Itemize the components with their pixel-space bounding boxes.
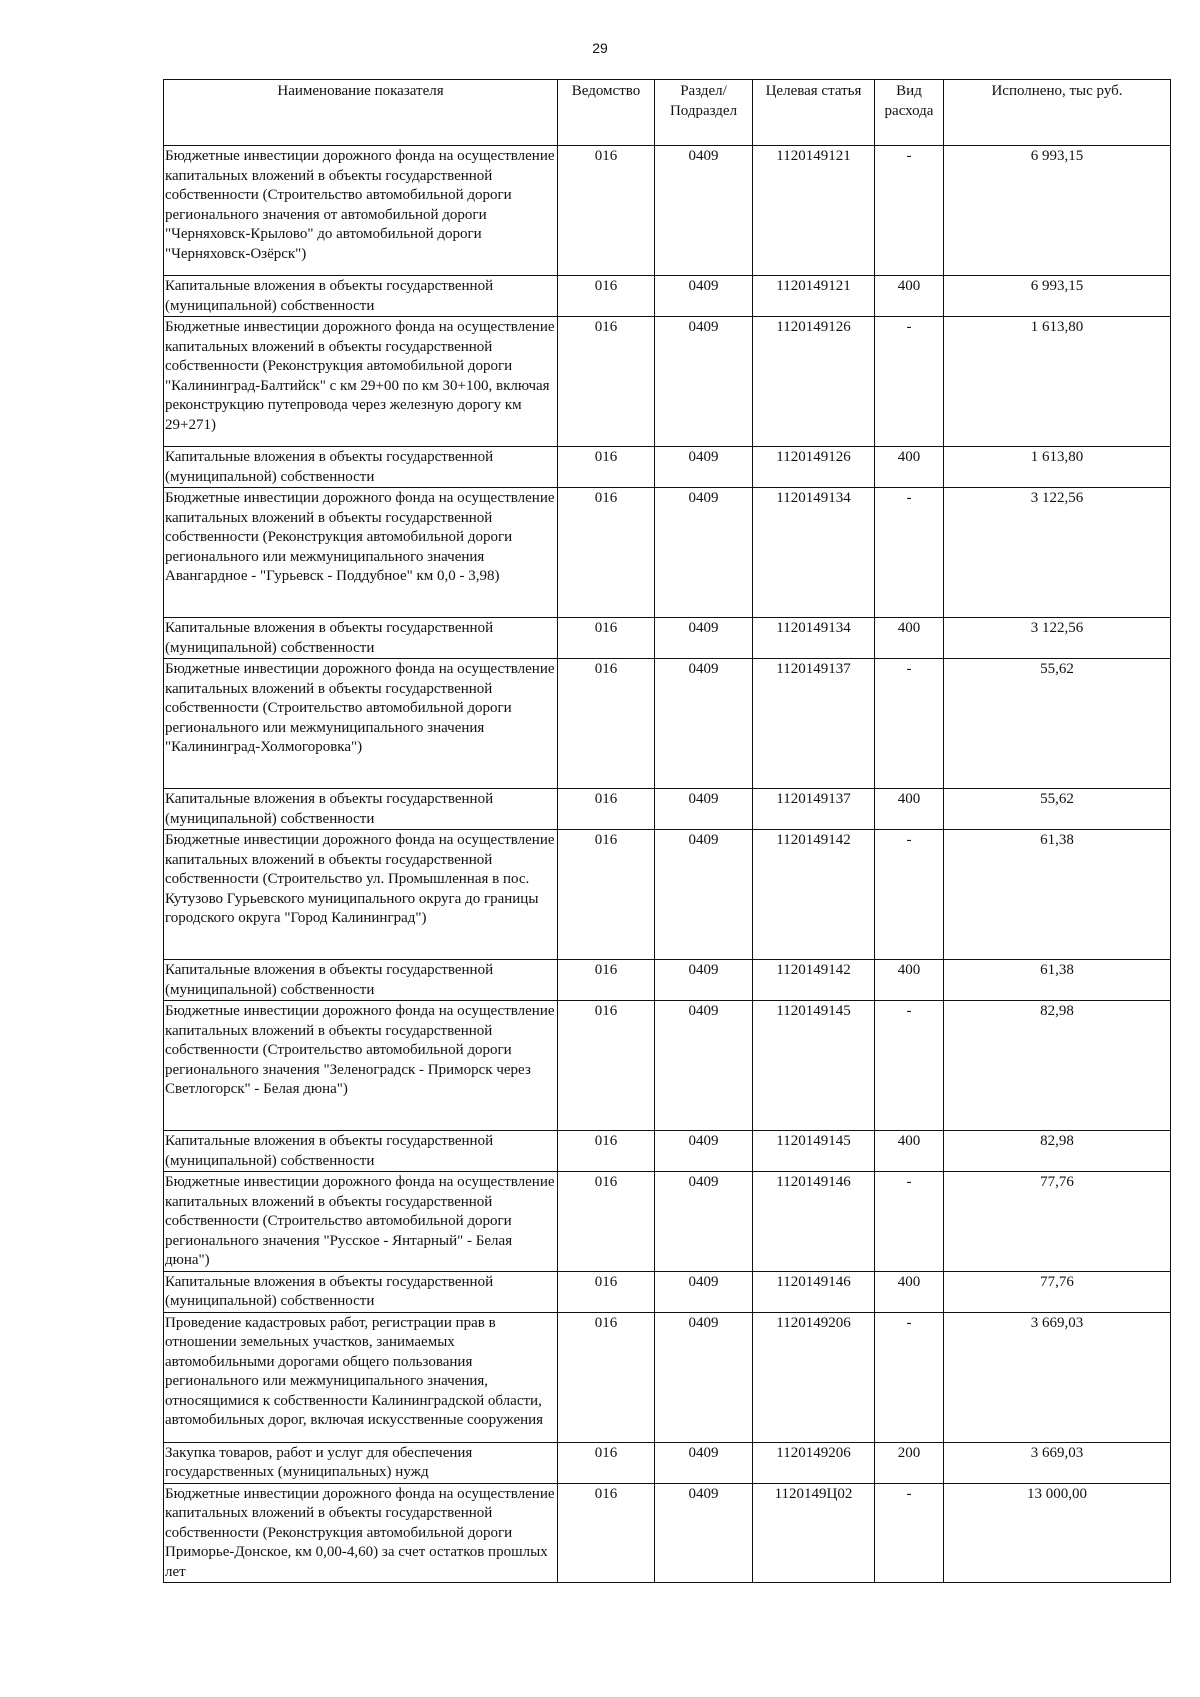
cell-name: Бюджетные инвестиции дорожного фонда на осуществление капитальных вложений в объекты государственной собственности (Реконструкция автомобильной дороги регионального или межмуниципального значения Авангардное - "Гурьевск - Поддубное" км 0,0 - 3,98): [164, 488, 558, 618]
cell-amount: 55,62: [944, 789, 1171, 830]
cell-dept: 016: [558, 276, 655, 317]
cell-dept: 016: [558, 960, 655, 1001]
cell-article: 1120149146: [753, 1271, 875, 1312]
cell-dept: 016: [558, 1001, 655, 1131]
cell-dept: 016: [558, 1172, 655, 1272]
cell-dept: 016: [558, 317, 655, 447]
cell-name: Бюджетные инвестиции дорожного фонда на осуществление капитальных вложений в объекты государственной собственности (Реконструкция автомобильной дороги Приморье-Донское, км 0,00-4,60) за счет остатков прошлых лет: [164, 1483, 558, 1583]
cell-section: 0409: [655, 276, 753, 317]
cell-article: 1120149126: [753, 317, 875, 447]
cell-name: Капитальные вложения в объекты государственной (муниципальной) собственности: [164, 447, 558, 488]
header-type-line2: расхода: [884, 102, 934, 119]
cell-dept: 016: [558, 488, 655, 618]
cell-section: 0409: [655, 659, 753, 789]
cell-amount: 77,76: [944, 1172, 1171, 1272]
table-row: [164, 830, 1171, 960]
table-row: [164, 317, 1171, 447]
cell-type: -: [875, 1001, 944, 1131]
cell-article: 1120149137: [753, 789, 875, 830]
table-header: [164, 80, 1171, 146]
cell-type: -: [875, 1172, 944, 1272]
cell-section: 0409: [655, 1131, 753, 1172]
cell-type: -: [875, 146, 944, 276]
table-row: [164, 789, 1171, 830]
cell-article: 1120149206: [753, 1442, 875, 1483]
cell-article: 1120149142: [753, 830, 875, 960]
cell-dept: 016: [558, 830, 655, 960]
table-row: [164, 1442, 1171, 1483]
cell-section: 0409: [655, 1483, 753, 1583]
cell-article: 1120149126: [753, 447, 875, 488]
cell-type: 400: [875, 618, 944, 659]
cell-type: 400: [875, 447, 944, 488]
cell-amount: 55,62: [944, 659, 1171, 789]
cell-name: Капитальные вложения в объекты государственной (муниципальной) собственности: [164, 276, 558, 317]
cell-section: 0409: [655, 1312, 753, 1442]
cell-name: Бюджетные инвестиции дорожного фонда на осуществление капитальных вложений в объекты государственной собственности (Строительство автомобильной дороги регионального значения "Русское - Янтарный" - Белая дюна"): [164, 1172, 558, 1272]
cell-dept: 016: [558, 1131, 655, 1172]
cell-article: 1120149121: [753, 146, 875, 276]
cell-amount: 6 993,15: [944, 276, 1171, 317]
cell-amount: 61,38: [944, 830, 1171, 960]
cell-type: 400: [875, 276, 944, 317]
cell-article: 1120149145: [753, 1001, 875, 1131]
cell-amount: 82,98: [944, 1001, 1171, 1131]
cell-name: Бюджетные инвестиции дорожного фонда на осуществление капитальных вложений в объекты государственной собственности (Строительство автомобильной дороги регионального или межмуниципального значения "Калининград-Холмогоровка"): [164, 659, 558, 789]
cell-amount: 77,76: [944, 1271, 1171, 1312]
header-name: Наименование показателя: [164, 80, 558, 146]
cell-section: 0409: [655, 1442, 753, 1483]
cell-section: 0409: [655, 789, 753, 830]
cell-name: Капитальные вложения в объекты государственной (муниципальной) собственности: [164, 1131, 558, 1172]
cell-type: 400: [875, 1271, 944, 1312]
budget-table: [163, 79, 1171, 1583]
cell-type: -: [875, 1483, 944, 1583]
cell-section: 0409: [655, 830, 753, 960]
header-article: Целевая статья: [753, 80, 875, 146]
cell-type: -: [875, 488, 944, 618]
cell-section: 0409: [655, 317, 753, 447]
header-section-line1: Раздел/: [680, 83, 727, 99]
cell-dept: 016: [558, 1442, 655, 1483]
cell-name: Бюджетные инвестиции дорожного фонда на осуществление капитальных вложений в объекты государственной собственности (Строительство ул. Промышленная в пос. Кутузово Гурьевского муниципального округа до границы городского округа "Город Калининград"): [164, 830, 558, 960]
cell-name: Бюджетные инвестиции дорожного фонда на осуществление капитальных вложений в объекты государственной собственности (Строительство автомобильной дороги регионального значения от автомобильной дороги "Черняховск-Крылово" до автомобильной дороги "Черняховск-Озёрск"): [164, 146, 558, 276]
header-dept: Ведомство: [558, 80, 655, 146]
cell-article: 1120149Ц02: [753, 1483, 875, 1583]
cell-dept: 016: [558, 1312, 655, 1442]
cell-section: 0409: [655, 146, 753, 276]
table-row: [164, 276, 1171, 317]
cell-name: Бюджетные инвестиции дорожного фонда на осуществление капитальных вложений в объекты государственной собственности (Строительство автомобильной дороги регионального значения "Зеленоградск - Приморск через Светлогорск" - Белая дюна"): [164, 1001, 558, 1131]
cell-name: Капитальные вложения в объекты государственной (муниципальной) собственности: [164, 960, 558, 1001]
cell-amount: 3 122,56: [944, 618, 1171, 659]
cell-dept: 016: [558, 1271, 655, 1312]
table-row: [164, 1172, 1171, 1272]
cell-amount: 3 669,03: [944, 1442, 1171, 1483]
cell-dept: 016: [558, 789, 655, 830]
cell-name: Капитальные вложения в объекты государственной (муниципальной) собственности: [164, 618, 558, 659]
cell-section: 0409: [655, 960, 753, 1001]
cell-name: Бюджетные инвестиции дорожного фонда на осуществление капитальных вложений в объекты государственной собственности (Реконструкция автомобильной дороги "Калининград-Балтийск" с км 29+00 по км 30+100, включая реконструкцию путепровода через железную дорогу км 29+271): [164, 317, 558, 447]
cell-name: Капитальные вложения в объекты государственной (муниципальной) собственности: [164, 1271, 558, 1312]
cell-article: 1120149142: [753, 960, 875, 1001]
cell-article: 1120149146: [753, 1172, 875, 1272]
cell-article: 1120149206: [753, 1312, 875, 1442]
table-row: [164, 447, 1171, 488]
cell-article: 1120149137: [753, 659, 875, 789]
table-row: [164, 1483, 1171, 1583]
cell-type: 400: [875, 1131, 944, 1172]
cell-type: 400: [875, 789, 944, 830]
cell-section: 0409: [655, 1172, 753, 1272]
page-number: 29: [592, 40, 608, 56]
cell-section: 0409: [655, 1271, 753, 1312]
cell-article: 1120149134: [753, 488, 875, 618]
table-row: [164, 618, 1171, 659]
cell-amount: 6 993,15: [944, 146, 1171, 276]
table-row: [164, 1312, 1171, 1442]
cell-amount: 3 122,56: [944, 488, 1171, 618]
table-row: [164, 488, 1171, 618]
cell-type: -: [875, 1312, 944, 1442]
cell-dept: 016: [558, 659, 655, 789]
cell-article: 1120149121: [753, 276, 875, 317]
cell-amount: 13 000,00: [944, 1483, 1171, 1583]
cell-dept: 016: [558, 1483, 655, 1583]
header-type: [875, 80, 944, 146]
header-section: [655, 80, 753, 146]
cell-amount: 1 613,80: [944, 447, 1171, 488]
header-section-line2: Подраздел: [669, 102, 738, 119]
cell-section: 0409: [655, 618, 753, 659]
cell-section: 0409: [655, 1001, 753, 1131]
table-row: [164, 146, 1171, 276]
cell-amount: 61,38: [944, 960, 1171, 1001]
cell-type: -: [875, 830, 944, 960]
table-body: [164, 146, 1171, 1583]
cell-amount: 82,98: [944, 1131, 1171, 1172]
table-row: [164, 1271, 1171, 1312]
cell-name: Проведение кадастровых работ, регистрации прав в отношении земельных участков, занимаемых автомобильными дорогами общего пользования регионального или межмуниципального значения, относящимися к собственности Калининградской области, автомобильных дорог, включая искусственные сооружения: [164, 1312, 558, 1442]
header-row: [164, 80, 1171, 146]
cell-name: Закупка товаров, работ и услуг для обеспечения государственных (муниципальных) нужд: [164, 1442, 558, 1483]
cell-amount: 1 613,80: [944, 317, 1171, 447]
table-row: [164, 1001, 1171, 1131]
cell-type: 200: [875, 1442, 944, 1483]
cell-name: Капитальные вложения в объекты государственной (муниципальной) собственности: [164, 789, 558, 830]
cell-section: 0409: [655, 488, 753, 618]
cell-type: -: [875, 659, 944, 789]
header-type-line1: Вид: [896, 83, 922, 99]
cell-amount: 3 669,03: [944, 1312, 1171, 1442]
cell-dept: 016: [558, 447, 655, 488]
table-row: [164, 659, 1171, 789]
cell-dept: 016: [558, 618, 655, 659]
cell-section: 0409: [655, 447, 753, 488]
table-row: [164, 960, 1171, 1001]
cell-dept: 016: [558, 146, 655, 276]
table-row: [164, 1131, 1171, 1172]
header-amount: Исполнено, тыс руб.: [944, 80, 1171, 146]
cell-type: 400: [875, 960, 944, 1001]
cell-article: 1120149145: [753, 1131, 875, 1172]
cell-article: 1120149134: [753, 618, 875, 659]
cell-type: -: [875, 317, 944, 447]
